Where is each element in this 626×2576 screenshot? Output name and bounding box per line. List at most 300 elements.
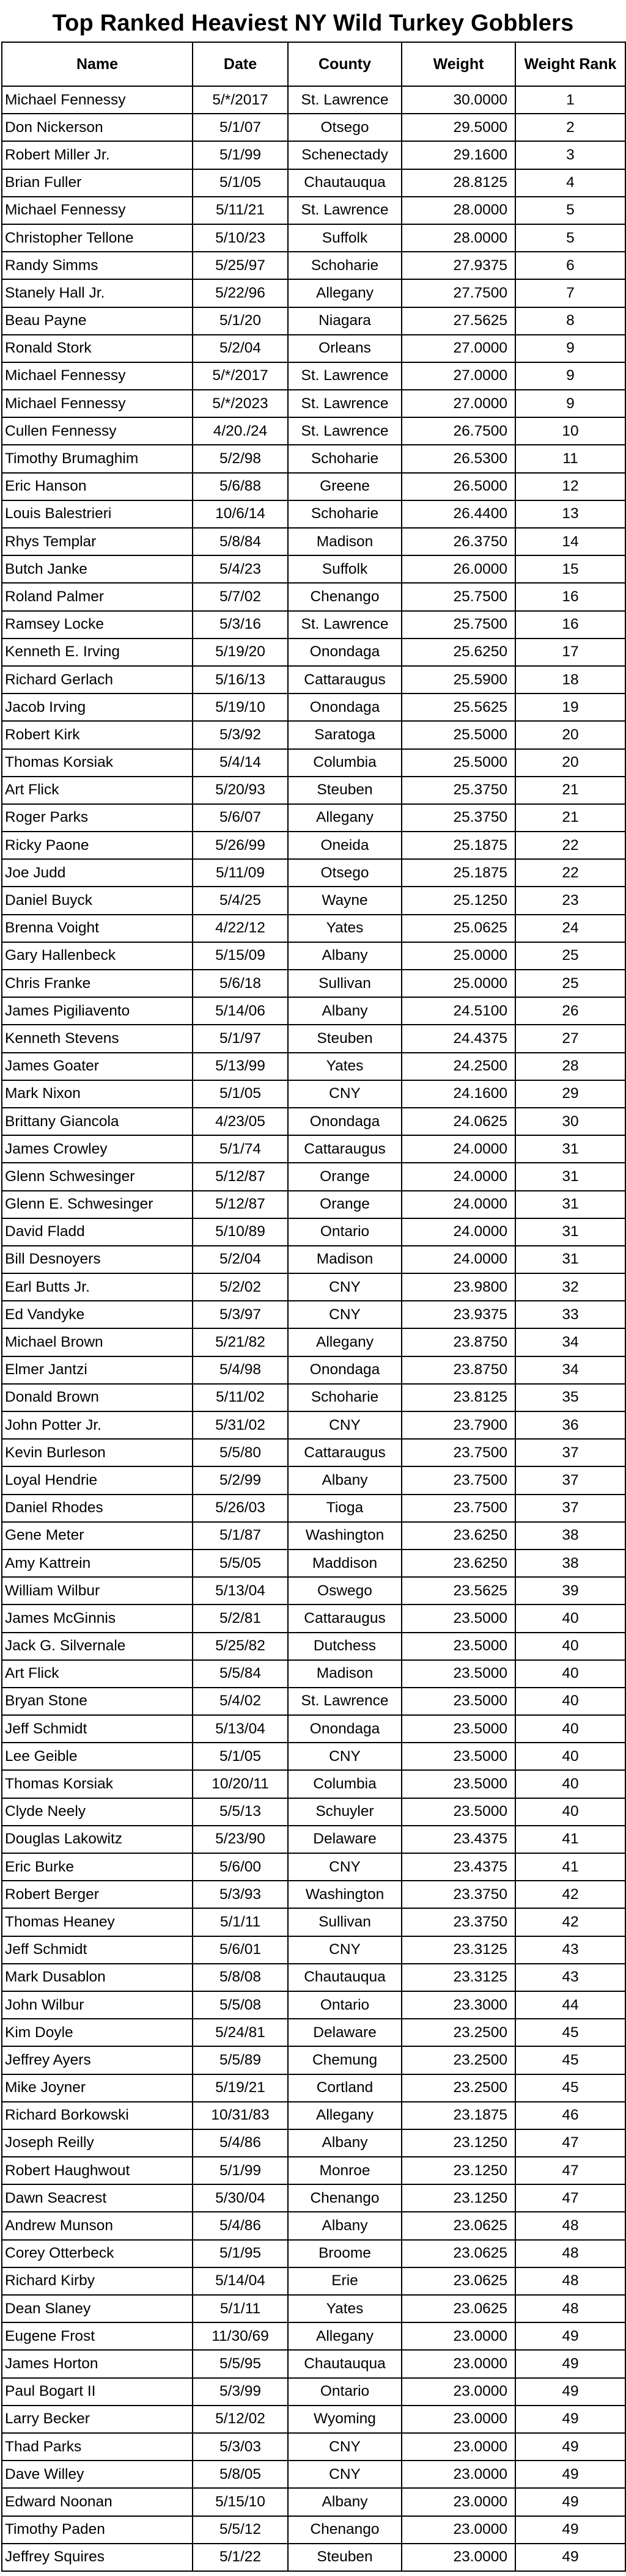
hunter-name-cell: Jeff Schmidt [2,1715,193,1743]
hunter-name-cell: Jeff Schmidt [2,1936,193,1964]
county-cell: Ontario [288,1218,402,1246]
table-row [2,1439,625,1466]
county-cell: CNY [288,1301,402,1328]
table-row [2,666,625,693]
harvest-date-cell: 5/8/08 [193,1964,288,1991]
table-row [2,2433,625,2461]
harvest-date-cell: 5/1/11 [193,2295,288,2322]
county-cell: St. Lawrence [288,362,402,390]
hunter-name-cell: Bill Desnoyers [2,1246,193,1273]
hunter-name-cell: Kenneth Stevens [2,1025,193,1052]
name-column-header: Name [2,42,193,86]
hunter-name-cell: Glenn E. Schwesinger [2,1191,193,1218]
weight-rank-cell: 29 [515,1080,625,1108]
hunter-name-cell: Donald Brown [2,1384,193,1411]
county-cell: Sullivan [288,1908,402,1936]
county-cell: St. Lawrence [288,390,402,417]
harvest-date-cell: 5/14/04 [193,2267,288,2295]
weight-cell: 23.3125 [402,1936,515,1964]
county-cell: Ontario [288,2378,402,2406]
county-cell: Madison [288,1660,402,1688]
weight-cell: 27.0000 [402,362,515,390]
county-cell: Columbia [288,749,402,777]
harvest-date-cell: 5/5/84 [193,1660,288,1688]
harvest-date-cell: 5/26/99 [193,832,288,859]
hunter-name-cell: Dawn Seacrest [2,2184,193,2212]
hunter-name-cell: Thomas Heaney [2,1908,193,1936]
weight-cell: 25.5000 [402,749,515,777]
harvest-date-cell: 5/1/97 [193,1025,288,1052]
weight-rank-cell: 49 [515,2461,625,2488]
weight-cell: 23.0000 [402,2322,515,2350]
harvest-date-cell: 5/4/86 [193,2212,288,2239]
county-cell: Steuben [288,1025,402,1052]
weight-cell: 23.7500 [402,1466,515,1494]
weight-cell: 23.5000 [402,1743,515,1770]
hunter-name-cell: Brenna Voight [2,915,193,942]
weight-cell: 25.5000 [402,721,515,748]
weight-cell: 23.7900 [402,1411,515,1439]
weight-cell: 27.0000 [402,335,515,362]
weight-rank-cell: 45 [515,2019,625,2046]
harvest-date-cell: 5/11/21 [193,197,288,224]
harvest-date-cell: 5/4/02 [193,1688,288,1715]
hunter-name-cell: Bryan Stone [2,1688,193,1715]
weight-cell: 23.8125 [402,1384,515,1411]
table-row [2,2378,625,2406]
county-cell: Delaware [288,1826,402,1853]
table-row [2,86,625,114]
county-cell: Albany [288,2129,402,2157]
weight-rank-cell: 45 [515,2074,625,2102]
weight-cell: 23.0625 [402,2295,515,2322]
county-cell: Monroe [288,2157,402,2184]
county-cell: Chautauqua [288,169,402,197]
county-cell: CNY [288,1273,402,1301]
weight-rank-cell: 31 [515,1246,625,1273]
weight-column-header: Weight [402,42,515,86]
harvest-date-cell: 4/23/05 [193,1108,288,1135]
weight-rank-cell: 44 [515,1991,625,2019]
weight-rank-cell: 24 [515,915,625,942]
weight-cell: 23.9800 [402,1273,515,1301]
weight-rank-cell: 37 [515,1466,625,1494]
table-row [2,2488,625,2516]
weight-cell: 23.3750 [402,1881,515,1908]
hunter-name-cell: Roland Palmer [2,583,193,610]
county-cell: CNY [288,1743,402,1770]
county-cell: Delaware [288,2019,402,2046]
weight-rank-cell: 21 [515,777,625,804]
hunter-name-cell: Eric Hanson [2,473,193,500]
table-row [2,1246,625,1273]
weight-rank-cell: 42 [515,1881,625,1908]
weight-cell: 24.2500 [402,1053,515,1080]
weight-cell: 23.4375 [402,1853,515,1881]
hunter-name-cell: Ed Vandyke [2,1301,193,1328]
hunter-name-cell: Michael Fennessy [2,390,193,417]
hunter-name-cell: Michael Fennessy [2,197,193,224]
table-row [2,1853,625,1881]
hunter-name-cell: Timothy Brumaghim [2,445,193,472]
county-cell: Schenectady [288,141,402,169]
weight-rank-cell: 32 [515,1273,625,1301]
weight-rank-cell: 17 [515,639,625,666]
hunter-name-cell: Edward Noonan [2,2488,193,2516]
weight-cell: 28.0000 [402,197,515,224]
weight-cell: 26.3750 [402,528,515,555]
weight-rank-cell: 14 [515,528,625,555]
weight-cell: 23.6250 [402,1550,515,1577]
weight-cell: 23.1250 [402,2184,515,2212]
county-cell: Washington [288,1881,402,1908]
table-row [2,2322,625,2350]
weight-cell: 23.0000 [402,2488,515,2516]
hunter-name-cell: Christopher Tellone [2,224,193,252]
table-row [2,777,625,804]
county-cell: Oneida [288,832,402,859]
weight-rank-cell: 20 [515,721,625,748]
table-row [2,1964,625,1991]
table-row [2,2461,625,2488]
hunter-name-cell: Beau Payne [2,307,193,335]
harvest-date-cell: 5/6/18 [193,970,288,997]
county-cell: Suffolk [288,224,402,252]
weight-cell: 23.5625 [402,1577,515,1605]
harvest-date-cell: 5/2/98 [193,445,288,472]
hunter-name-cell: Louis Balestrieri [2,500,193,528]
weight-rank-cell: 43 [515,1936,625,1964]
weight-cell: 23.0000 [402,2406,515,2433]
weight-rank-cell: 30 [515,1108,625,1135]
table-row [2,1411,625,1439]
county-cell: Onondaga [288,1108,402,1135]
table-row [2,693,625,721]
county-cell: Sullivan [288,970,402,997]
harvest-date-cell: 5/24/81 [193,2019,288,2046]
weight-cell: 23.0625 [402,2267,515,2295]
harvest-date-cell: 5/5/89 [193,2046,288,2074]
weight-cell: 23.7500 [402,1439,515,1466]
weight-rank-cell: 47 [515,2129,625,2157]
weight-rank-cell: 28 [515,1053,625,1080]
weight-cell: 23.2500 [402,2074,515,2102]
hunter-name-cell: Richard Gerlach [2,666,193,693]
weight-rank-cell: 47 [515,2184,625,2212]
harvest-date-cell: 5/6/07 [193,804,288,832]
table-row [2,252,625,279]
weight-rank-cell: 3 [515,141,625,169]
hunter-name-cell: John Potter Jr. [2,1411,193,1439]
county-cell: Onondaga [288,693,402,721]
weight-cell: 23.8750 [402,1356,515,1384]
weight-rank-cell: 12 [515,473,625,500]
hunter-name-cell: Robert Berger [2,1881,193,1908]
table-row [2,1770,625,1798]
weight-cell: 25.0000 [402,942,515,970]
county-cell: Albany [288,1466,402,1494]
hunter-name-cell: Stanely Hall Jr. [2,279,193,307]
table-row [2,1550,625,1577]
hunter-name-cell: Mark Dusablon [2,1964,193,1991]
weight-rank-cell: 7 [515,279,625,307]
harvest-date-cell: 5/7/02 [193,583,288,610]
table-row [2,915,625,942]
county-cell: Cattaraugus [288,1605,402,1632]
county-cell: Erie [288,2267,402,2295]
weight-rank-cell: 25 [515,970,625,997]
harvest-date-cell: 5/2/02 [193,1273,288,1301]
harvest-date-cell: 5/8/05 [193,2461,288,2488]
weight-cell: 27.7500 [402,279,515,307]
harvest-date-cell: 5/12/02 [193,2406,288,2433]
county-cell: Maddison [288,1550,402,1577]
table-row [2,1522,625,1550]
harvest-date-cell: 5/11/02 [193,1384,288,1411]
hunter-name-cell: Lee Geible [2,1743,193,1770]
weight-cell: 27.0000 [402,390,515,417]
weight-rank-cell: 37 [515,1439,625,1466]
county-cell: Madison [288,1246,402,1273]
weight-cell: 26.0000 [402,555,515,583]
weight-rank-cell: 49 [515,2433,625,2461]
weight-cell: 23.5000 [402,1633,515,1660]
county-cell: Chautauqua [288,1964,402,1991]
table-row [2,721,625,748]
weight-rank-cell: 33 [515,1301,625,1328]
weight-rank-cell: 38 [515,1550,625,1577]
hunter-name-cell: Chris Franke [2,970,193,997]
harvest-date-cell: 5/19/20 [193,639,288,666]
harvest-date-cell: 5/10/23 [193,224,288,252]
weight-cell: 23.0000 [402,2350,515,2377]
harvest-date-cell: 5/5/12 [193,2516,288,2544]
weight-cell: 24.1600 [402,1080,515,1108]
harvest-date-cell: 5/4/98 [193,1356,288,1384]
gobbler-rank-table [1,42,626,2572]
harvest-date-cell: 5/5/05 [193,1550,288,1577]
hunter-name-cell: Jeffrey Squires [2,2544,193,2571]
table-row [2,1660,625,1688]
county-cell: Otsego [288,114,402,141]
weight-cell: 25.5625 [402,693,515,721]
county-cell: Onondaga [288,1356,402,1384]
harvest-date-cell: 5/1/20 [193,307,288,335]
county-cell: St. Lawrence [288,417,402,445]
hunter-name-cell: Kenneth E. Irving [2,639,193,666]
county-cell: Cortland [288,2074,402,2102]
harvest-date-cell: 5/21/82 [193,1328,288,1356]
weight-rank-cell: 31 [515,1218,625,1246]
harvest-date-cell: 4/20./24 [193,417,288,445]
county-cell: CNY [288,1080,402,1108]
table-row [2,1495,625,1522]
hunter-name-cell: Daniel Rhodes [2,1495,193,1522]
hunter-name-cell: John Wilbur [2,1991,193,2019]
weight-rank-cell: 9 [515,335,625,362]
hunter-name-cell: Robert Miller Jr. [2,141,193,169]
table-row [2,169,625,197]
table-row [2,1080,625,1108]
harvest-date-cell: 5/12/87 [193,1163,288,1190]
table-row [2,583,625,610]
table-row [2,1273,625,1301]
harvest-date-cell: 5/1/87 [193,1522,288,1550]
weight-cell: 23.0625 [402,2240,515,2267]
county-cell: Chenango [288,2184,402,2212]
county-cell: Cattaraugus [288,1439,402,1466]
weight-rank-cell: 40 [515,1770,625,1798]
weight-rank-cell: 40 [515,1660,625,1688]
weight-cell: 24.0000 [402,1191,515,1218]
harvest-date-cell: 5/13/04 [193,1577,288,1605]
weight-cell: 26.5300 [402,445,515,472]
weight-cell: 25.3750 [402,777,515,804]
harvest-date-cell: 5/15/09 [193,942,288,970]
harvest-date-cell: 5/19/21 [193,2074,288,2102]
table-row [2,804,625,832]
county-cell: Chemung [288,2046,402,2074]
harvest-date-cell: 5/2/99 [193,1466,288,1494]
harvest-date-cell: 5/3/92 [193,721,288,748]
table-row [2,887,625,914]
weight-cell: 23.1250 [402,2129,515,2157]
county-cell: Albany [288,942,402,970]
weight-rank-cell: 2 [515,114,625,141]
weight-rank-cell: 48 [515,2212,625,2239]
weight-rank-cell: 16 [515,583,625,610]
weight-rank-cell: 16 [515,611,625,639]
harvest-date-cell: 10/6/14 [193,500,288,528]
weight-cell: 23.5000 [402,1770,515,1798]
table-header [2,42,625,86]
county-cell: Dutchess [288,1633,402,1660]
harvest-date-cell: 5/4/25 [193,887,288,914]
weight-cell: 23.0000 [402,2378,515,2406]
weight-rank-cell: 41 [515,1853,625,1881]
county-cell: Allegany [288,804,402,832]
county-cell: Onondaga [288,1715,402,1743]
harvest-date-cell: 5/1/74 [193,1135,288,1163]
weight-rank-cell: 35 [515,1384,625,1411]
harvest-date-cell: 5/8/84 [193,528,288,555]
weight-cell: 23.5000 [402,1798,515,1826]
table-row [2,390,625,417]
county-cell: Allegany [288,1328,402,1356]
table-row [2,1798,625,1826]
hunter-name-cell: Michael Brown [2,1328,193,1356]
table-row [2,1605,625,1632]
hunter-name-cell: Gene Meter [2,1522,193,1550]
table-row [2,1053,625,1080]
table-row [2,749,625,777]
table-row [2,611,625,639]
weight-cell: 23.3750 [402,1908,515,1936]
county-cell: Greene [288,473,402,500]
county-cell: Niagara [288,307,402,335]
weight-cell: 23.5000 [402,1688,515,1715]
county-cell: CNY [288,1936,402,1964]
weight-cell: 29.5000 [402,114,515,141]
weight-rank-cell: 49 [515,2516,625,2544]
date-column-header: Date [193,42,288,86]
county-cell: Orange [288,1191,402,1218]
hunter-name-cell: Robert Kirk [2,721,193,748]
harvest-date-cell: 5/2/81 [193,1605,288,1632]
county-cell: Schuyler [288,1798,402,1826]
weight-cell: 23.9375 [402,1301,515,1328]
table-row [2,1025,625,1052]
weight-rank-cell: 21 [515,804,625,832]
hunter-name-cell: Mark Nixon [2,1080,193,1108]
harvest-date-cell: 5/1/11 [193,1908,288,1936]
table-row [2,2240,625,2267]
county-cell: Saratoga [288,721,402,748]
weight-rank-cell: 8 [515,307,625,335]
weight-rank-cell: 19 [515,693,625,721]
harvest-date-cell: 10/31/83 [193,2102,288,2129]
hunter-name-cell: Eugene Frost [2,2322,193,2350]
table-row [2,1881,625,1908]
weight-rank-cell: 48 [515,2240,625,2267]
county-cell: St. Lawrence [288,611,402,639]
weight-cell: 24.0000 [402,1163,515,1190]
county-cell: Tioga [288,1495,402,1522]
table-row [2,1135,625,1163]
harvest-date-cell: 5/3/99 [193,2378,288,2406]
weight-rank-cell: 23 [515,887,625,914]
weight-cell: 23.5000 [402,1605,515,1632]
hunter-name-cell: Mike Joyner [2,2074,193,2102]
table-row [2,1936,625,1964]
table-row [2,2157,625,2184]
table-row [2,970,625,997]
weight-rank-cell: 38 [515,1522,625,1550]
weight-rank-cell: 9 [515,362,625,390]
weight-cell: 23.2500 [402,2019,515,2046]
hunter-name-cell: Ramsey Locke [2,611,193,639]
harvest-date-cell: 5/*/2023 [193,390,288,417]
hunter-name-cell: Art Flick [2,777,193,804]
weight-cell: 23.6250 [402,1522,515,1550]
weight-rank-cell: 40 [515,1715,625,1743]
hunter-name-cell: Ronald Stork [2,335,193,362]
weight-rank-cell: 5 [515,224,625,252]
weight-rank-cell: 42 [515,1908,625,1936]
weight-cell: 25.1875 [402,832,515,859]
county-cell: Orleans [288,335,402,362]
harvest-date-cell: 5/1/95 [193,2240,288,2267]
harvest-date-cell: 5/1/22 [193,2544,288,2571]
weight-cell: 23.8750 [402,1328,515,1356]
county-cell: Schoharie [288,1384,402,1411]
weight-rank-cell: 39 [515,1577,625,1605]
weight-cell: 23.7500 [402,1495,515,1522]
harvest-date-cell: 5/5/95 [193,2350,288,2377]
county-cell: Albany [288,2488,402,2516]
weight-cell: 24.0000 [402,1246,515,1273]
page-title: Top Ranked Heaviest NY Wild Turkey Gobblers [52,10,574,36]
harvest-date-cell: 5/31/02 [193,1411,288,1439]
weight-cell: 26.4400 [402,500,515,528]
county-cell: CNY [288,1853,402,1881]
hunter-name-cell: Cullen Fennessy [2,417,193,445]
table-row [2,417,625,445]
hunter-name-cell: William Wilbur [2,1577,193,1605]
harvest-date-cell: 5/19/10 [193,693,288,721]
harvest-date-cell: 5/6/88 [193,473,288,500]
harvest-date-cell: 5/1/05 [193,1080,288,1108]
